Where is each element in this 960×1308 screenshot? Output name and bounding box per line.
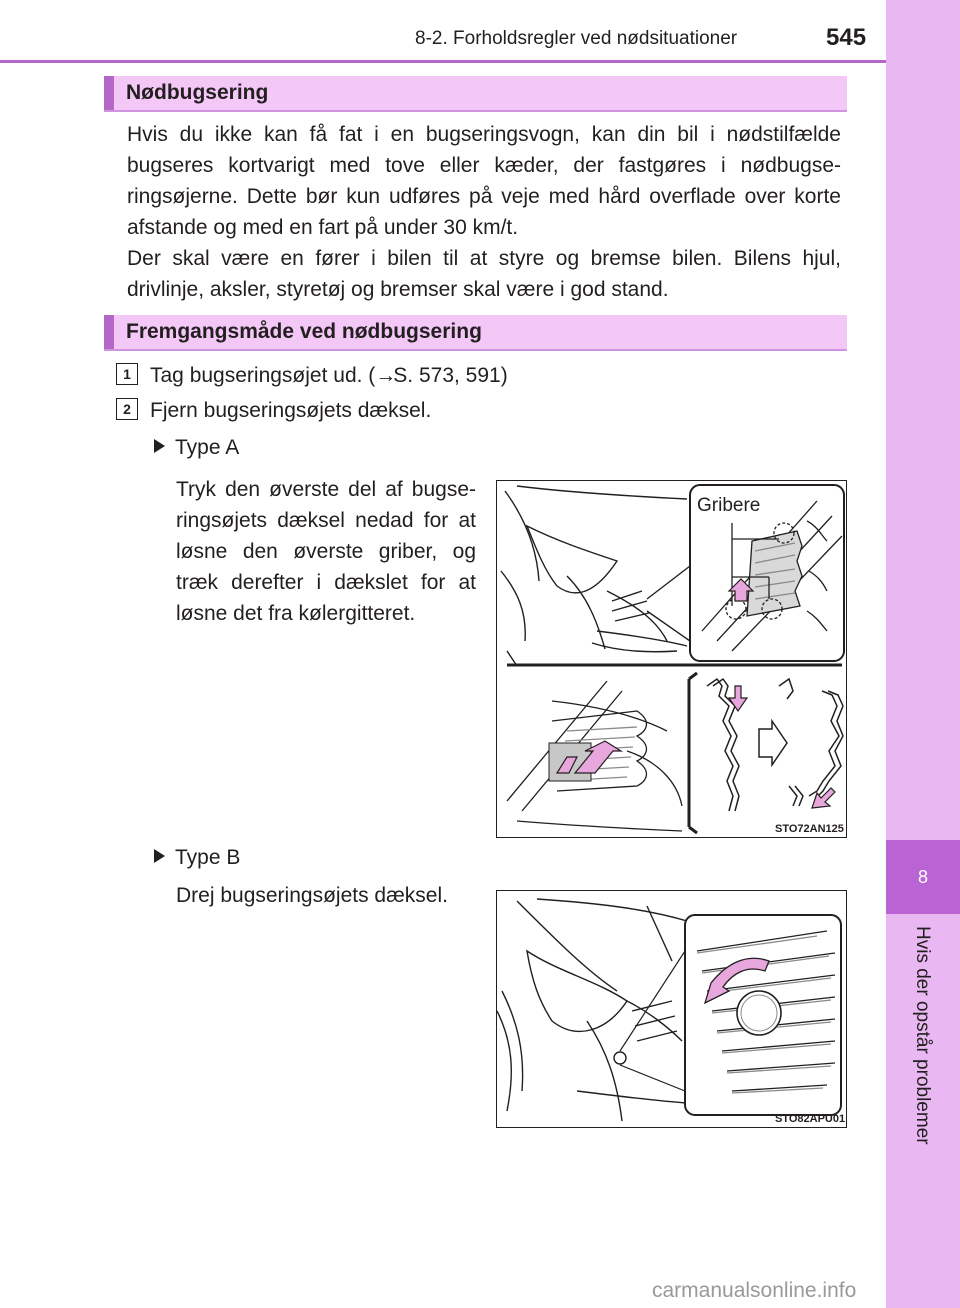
intro-paragraph: Hvis du ikke kan få fat i en bugseringsvogn, kan din bil i nødstilfælde bugseres kortvarigt med tove eller kæder, der fastgøres i nødbugse-ringsøjerne. Dette bør kun udføres på veje med hård overflade over korte afstande og med en fart på under 30 km/t.: [127, 123, 841, 239]
section-heading-text: Fremgangsmåde ved nødbugsering: [126, 320, 482, 343]
chapter-title: Hvis der opstår problemer: [912, 926, 933, 1145]
section-heading-procedure: [104, 315, 847, 351]
header-rule: [0, 60, 886, 63]
bullet-triangle-icon: [154, 439, 165, 453]
type-b-description: Drej bugseringsøjets dæksel.: [176, 884, 448, 907]
watermark: carmanualsonline.info: [652, 1279, 857, 1302]
requirements-paragraph: Der skal være en fører i bilen til at styre og bremse bilen. Bilens hjul, drivlinje, aksler, styretøj og bremser skal være i god stand.: [127, 247, 841, 301]
type-a-illustration: [496, 480, 847, 838]
step-text-2: Fjern bugseringsøjets dæksel.: [150, 399, 432, 422]
type-a-description: Tryk den øverste del af bugse-ringsøjets dæksel nedad for at løsne den øverste griber, og træk derefter i dækslet for at løsne det fra kølergitteret.: [176, 478, 476, 625]
type-b-line-drawing: [497, 891, 847, 1128]
step-number-1: 1: [116, 363, 138, 385]
type-b-illustration: [496, 890, 847, 1128]
page-reference-arrow-icon: →: [375, 364, 397, 387]
running-header-section: 8-2. Forholdsregler ved nødsituationer: [415, 28, 738, 49]
section-heading-text: Nødbugsering: [126, 81, 269, 104]
figure-code-type-b: STO82APU01: [775, 1113, 846, 1125]
type-a-line-drawing: [497, 481, 847, 838]
type-b-heading: Type B: [154, 846, 240, 870]
chapter-number-tab[interactable]: 8: [886, 840, 960, 914]
bullet-triangle-icon: [154, 849, 165, 863]
step-number-2: 2: [116, 398, 138, 420]
type-a-heading: Type A: [154, 436, 239, 460]
figure-code-type-a: STO72AN125: [775, 823, 844, 835]
gribere-callout-label: Gribere: [697, 495, 761, 516]
step-text-1: Tag bugseringsøjet ud. (→S. 573, 591): [150, 364, 508, 387]
page-reference-link[interactable]: S. 573, 591): [393, 364, 508, 387]
page-number: 545: [826, 24, 867, 51]
section-heading-nodbugsering: [104, 76, 847, 112]
